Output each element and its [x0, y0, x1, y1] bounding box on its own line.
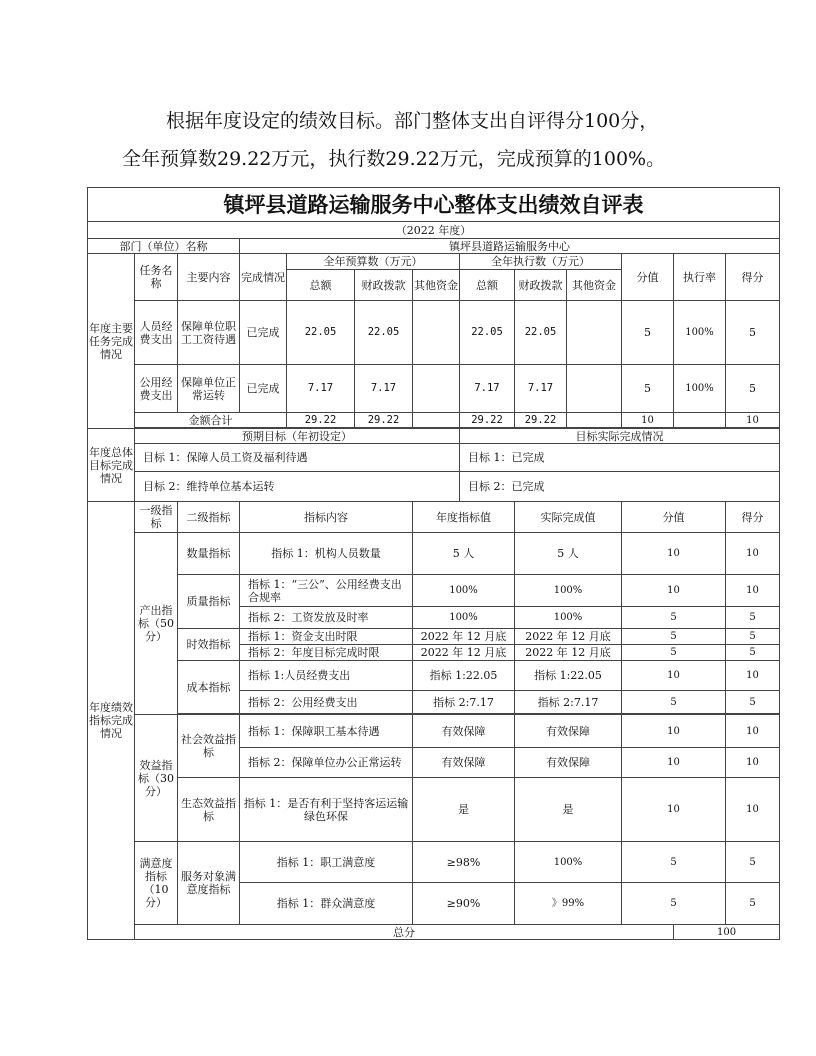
task-content: 保障单位正常运转: [178, 365, 240, 413]
indicator-actual: 5 人: [515, 533, 622, 575]
level2-quality: 质量指标: [178, 575, 240, 629]
task-row: [88, 301, 780, 365]
exec-total: 22.05: [460, 301, 515, 365]
indicator-score: 5: [726, 607, 780, 629]
indicator-content: 指标 1：保障职工基本待遇: [240, 715, 413, 748]
level2-eco: 生态效益指标: [178, 778, 240, 842]
level2-service: 服务对象满意度指标: [178, 842, 240, 925]
sum-exec-fiscal: 29.22: [515, 413, 567, 428]
indicator-score: 5: [726, 691, 780, 714]
sec2-label: 年度总体目标完成情况: [88, 429, 135, 502]
task-name: 公用经费支出: [135, 365, 178, 413]
task-content: 保障单位职工工资待遇: [178, 301, 240, 365]
indicator-score-value: 5: [622, 629, 726, 645]
sum-exec-other: [567, 413, 622, 428]
indicator-content: 指标 1：资金支出时限: [240, 629, 413, 645]
task-name: 人员经费支出: [135, 301, 178, 365]
indicator-row: [88, 533, 780, 575]
sum-label: 金额合计: [135, 413, 287, 428]
indicator-score: 10: [726, 778, 780, 842]
header-score-value: 分值: [622, 254, 674, 301]
header-exec-total: 总额: [460, 270, 515, 301]
exec-fiscal: 22.05: [515, 301, 567, 365]
table-year: （2022 年度）: [88, 222, 780, 239]
goal-expected: 目标 2：维持单位基本运转: [135, 472, 460, 502]
indicator-target: 指标 1:22.05: [413, 661, 515, 691]
header-exec-other: 其他资金: [567, 270, 622, 301]
indicator-score-value: 10: [622, 661, 726, 691]
indicator-score-value: 5: [622, 883, 726, 925]
indicator-content: 指标 1：群众满意度: [240, 883, 413, 925]
header-expected-goal: 预期目标（年初设定）: [135, 429, 460, 444]
indicator-target: ≥98%: [413, 842, 515, 883]
header-score: 得分: [726, 254, 780, 301]
header-annual-target: 年度指标值: [413, 502, 515, 533]
sum-row: [88, 413, 780, 428]
indicator-target: 5 人: [413, 533, 515, 575]
goal-row: [88, 472, 780, 502]
header-budget-total: 总额: [287, 270, 355, 301]
indicator-target: 指标 2:7.17: [413, 691, 515, 714]
indicator-score: 10: [726, 661, 780, 691]
exec-rate: 100%: [674, 301, 726, 365]
indicator-score: 5: [726, 645, 780, 661]
indicator-content: 指标 2：年度目标完成时限: [240, 645, 413, 661]
level1-benefit: 效益指标（30分）: [135, 715, 178, 842]
sum-score-value: 10: [622, 413, 674, 428]
exec-total: 7.17: [460, 365, 515, 413]
task-status: 已完成: [240, 301, 287, 365]
header-score: 得分: [726, 502, 780, 533]
indicator-actual: 100%: [515, 842, 622, 883]
indicator-target: 有效保障: [413, 715, 515, 748]
indicator-target: 2022 年 12 月底: [413, 645, 515, 661]
indicator-content: 指标 1:人员经费支出: [240, 661, 413, 691]
sec3-label: 年度绩效指标完成情况: [88, 502, 135, 940]
sum-exec-total: 29.22: [460, 413, 515, 428]
indicator-actual: 100%: [515, 607, 622, 629]
header-indicator-content: 指标内容: [240, 502, 413, 533]
score-value: 5: [622, 301, 674, 365]
indicator-score: 10: [726, 533, 780, 575]
indicator-actual: 》99%: [515, 883, 622, 925]
exec-other: [567, 365, 622, 413]
header-actual-goal: 目标实际完成情况: [460, 429, 780, 444]
indicator-actual: 有效保障: [515, 748, 622, 778]
indicator-score: 10: [726, 575, 780, 607]
header-level1: 一级指标: [135, 502, 178, 533]
indicator-content: 指标 1：“三公”、公用经费支出合规率: [240, 575, 413, 607]
level1-output: 产出指标（50分）: [135, 533, 178, 715]
level1-satisfaction: 满意度指标（10分）: [135, 842, 178, 925]
intro-line-2: 全年预算数29.22万元，执行数29.22万元，完成预算的100%。: [122, 148, 666, 170]
exec-rate: 100%: [674, 365, 726, 413]
indicator-actual: 有效保障: [515, 715, 622, 748]
indicator-actual: 2022 年 12 月底: [515, 645, 622, 661]
indicator-target: 有效保障: [413, 748, 515, 778]
header-task-name: 任务名称: [135, 254, 178, 301]
level2-social: 社会效益指标: [178, 715, 240, 778]
budget-fiscal: 22.05: [355, 301, 413, 365]
total-label: 总分: [135, 925, 674, 940]
indicator-score: 5: [726, 629, 780, 645]
indicator-score-value: 5: [622, 645, 726, 661]
indicator-row: [88, 661, 780, 691]
dept-label: 部门（单位）名称: [88, 239, 240, 254]
header-budget-other: 其他资金: [413, 270, 460, 301]
indicator-target: ≥90%: [413, 883, 515, 925]
header-score-value: 分值: [622, 502, 726, 533]
indicator-score: 5: [726, 842, 780, 883]
task-row: [88, 365, 780, 413]
total-score-value: 100: [674, 925, 780, 940]
header-status: 完成情况: [240, 254, 287, 301]
indicator-score-value: 10: [622, 778, 726, 842]
exec-other: [567, 301, 622, 365]
indicator-score-value: 5: [622, 691, 726, 714]
indicator-target: 100%: [413, 607, 515, 629]
goal-actual: 目标 1：已完成: [460, 444, 780, 472]
header-budget: 全年预算数（万元）: [287, 254, 460, 270]
indicator-actual: 指标 2:7.17: [515, 691, 622, 714]
score: 5: [726, 301, 780, 365]
header-main-content: 主要内容: [178, 254, 240, 301]
budget-other: [413, 301, 460, 365]
indicator-score-value: 10: [622, 575, 726, 607]
goal-expected: 目标 1：保障人员工资及福利待遇: [135, 444, 460, 472]
level2-time: 时效指标: [178, 629, 240, 661]
indicator-score-value: 10: [622, 715, 726, 748]
intro-line-1: 根据年度设定的绩效目标。部门整体支出自评得分100分，: [166, 110, 659, 132]
score-value: 5: [622, 365, 674, 413]
sum-budget-fiscal: 29.22: [355, 413, 413, 428]
sec1-label: 年度主要任务完成情况: [88, 254, 135, 429]
header-budget-fiscal: 财政拨款: [355, 270, 413, 301]
indicator-content: 指标 2：保障单位办公正常运转: [240, 748, 413, 778]
header-exec-rate: 执行率: [674, 254, 726, 301]
budget-fiscal: 7.17: [355, 365, 413, 413]
indicator-score-value: 5: [622, 607, 726, 629]
indicator-target: 是: [413, 778, 515, 842]
exec-fiscal: 7.17: [515, 365, 567, 413]
total-row: [88, 925, 780, 940]
indicator-row: [88, 715, 780, 748]
budget-total: 22.05: [287, 301, 355, 365]
indicator-actual: 2022 年 12 月底: [515, 629, 622, 645]
indicator-row: [88, 575, 780, 607]
task-status: 已完成: [240, 365, 287, 413]
indicator-score: 10: [726, 715, 780, 748]
goal-row: [88, 444, 780, 472]
indicator-row: [88, 778, 780, 842]
indicator-actual: 指标 1:22.05: [515, 661, 622, 691]
budget-total: 7.17: [287, 365, 355, 413]
indicator-content: 指标 2：工资发放及时率: [240, 607, 413, 629]
dept-value: 镇坪县道路运输服务中心: [240, 239, 780, 254]
indicator-score: 5: [726, 883, 780, 925]
sum-budget-total: 29.22: [287, 413, 355, 428]
header-actual-value: 实际完成值: [515, 502, 622, 533]
indicator-target: 2022 年 12 月底: [413, 629, 515, 645]
level2-cost: 成本指标: [178, 661, 240, 714]
indicator-row: [88, 842, 780, 883]
performance-table: [87, 187, 780, 940]
indicator-target: 100%: [413, 575, 515, 607]
sum-exec-rate: [674, 413, 726, 428]
sum-score: 10: [726, 413, 780, 428]
indicator-score-value: 10: [622, 533, 726, 575]
indicator-actual: 100%: [515, 575, 622, 607]
indicator-actual: 是: [515, 778, 622, 842]
indicator-score-value: 10: [622, 748, 726, 778]
table-title: 镇坪县道路运输服务中心整体支出绩效自评表: [88, 188, 780, 222]
indicator-content: 指标 1：是否有利于坚持客运运输绿色环保: [240, 778, 413, 842]
indicator-content: 指标 2：公用经费支出: [240, 691, 413, 714]
goal-actual: 目标 2：已完成: [460, 472, 780, 502]
header-exec-fiscal: 财政拨款: [515, 270, 567, 301]
indicator-content: 指标 1：机构人员数量: [240, 533, 413, 575]
sum-budget-other: [413, 413, 460, 428]
indicator-content: 指标 1：职工满意度: [240, 842, 413, 883]
indicator-score-value: 5: [622, 842, 726, 883]
header-execution: 全年执行数（万元）: [460, 254, 622, 270]
indicator-row: [88, 629, 780, 645]
budget-other: [413, 365, 460, 413]
indicator-score: 10: [726, 748, 780, 778]
level2-quantity: 数量指标: [178, 533, 240, 575]
score: 5: [726, 365, 780, 413]
header-level2: 二级指标: [178, 502, 240, 533]
